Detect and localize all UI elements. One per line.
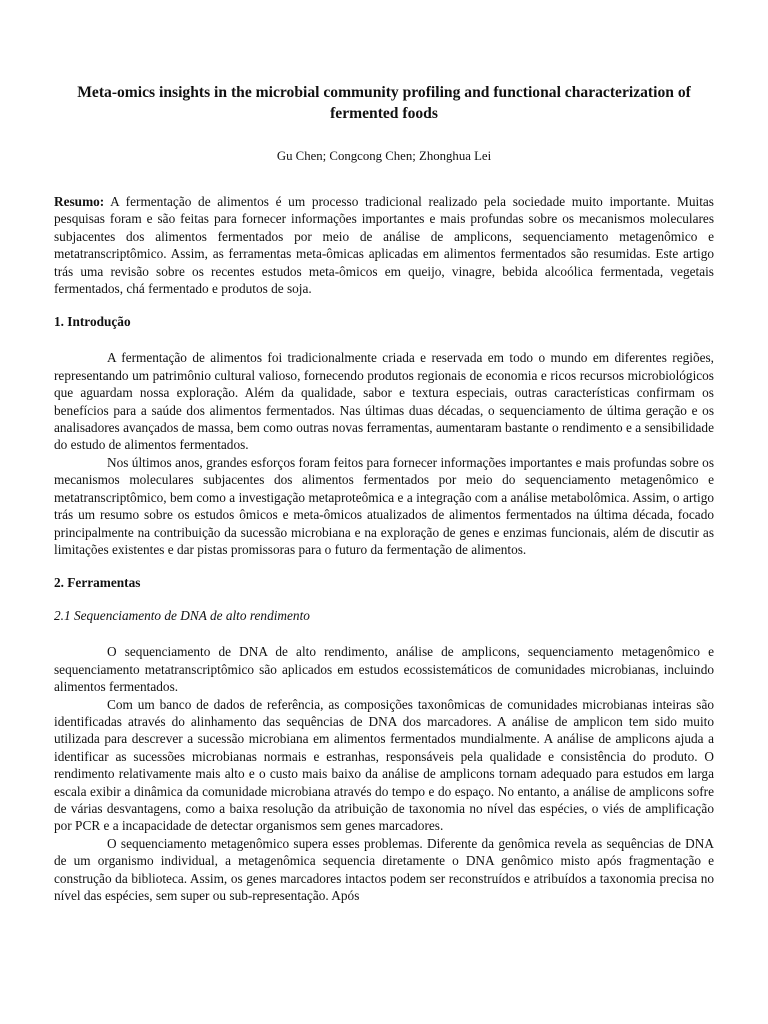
section-heading-introduction: 1. Introdução (54, 314, 131, 330)
tools-paragraph: Com um banco de dados de referência, as composições taxonômicas de comunidades microbianas inteiras são identificadas através do alinhamento das sequências de DNA dos marcadores. A análise de amplicon tem sido muito utilizada para descrever a sucessão microbiana em alimentos fermentados mundialmente. A análise de amplicons ajuda a identificar as sucessões microbianas normais e estranhas, responsáveis pela qualidade e consistência do produto. O rendimento relativamente mais alto e o custo mais baixo da análise de amplicons tornam adequado para estudos em larga escala exibir a dinâmica da comunidade microbiana através do tempo e do espaço. No entanto, a análise de amplicons sofre de várias desvantagens, como a baixa resolução da atribuição de taxonomia no nível das espécies, o viés de amplificação por PCR e a incapacidade de detectar organismos sem genes marcadores. (54, 696, 714, 834)
abstract-label: Resumo: (54, 194, 105, 209)
author-list: Gu Chen; Congcong Chen; Zhonghua Lei (276, 149, 492, 163)
document-page (54, 82, 714, 904)
abstract-paragraph (54, 193, 714, 297)
intro-paragraph: A fermentação de alimentos foi tradicionalmente criada e reservada em todo o mundo em diferentes regiões, representando um patrimônio cultural valioso, fornecendo produtos regionais de economia e ricos recursos microbiológicos que aguardam nossa exploração. Além da qualidade, sabor e textura especiais, outras características confirmam os benefícios para a saúde dos alimentos fermentados. Nas últimas duas décadas, o sequenciamento de última geração e os analisadores avançados de massa, bem como outras novas ferramentas, aumentaram bastante o rendimento e a sensibilidade do estudo de alimentos fermentados. (54, 350, 714, 453)
abstract-text: A fermentação de alimentos é um processo tradicional realizado pela sociedade muito importante. Muitas pesquisas foram e são feitas para fornecer informações importantes e mais profundas sobre os mecanismos moleculares subjacentes dos alimentos fermentados por meio de análise de amplicons, sequenciamento metagenômico e metatranscriptômico. Assim, as ferramentas meta-ômicas aplicadas em alimentos fermentados são resumidas. Este artigo trás uma revisão sobre os recentes estudos meta-ômicos em queijo, vinagre, bebida alcoólica fermentada, vegetais fermentados, chá fermentado e produtos de soja. (54, 194, 714, 297)
intro-paragraph: Nos últimos anos, grandes esforços foram feitos para fornecer informações importantes e mais profundas sobre os mecanismos moleculares subjacentes dos alimentos fermentados por meio do sequenciamento metagenômico e metatranscriptômico, bem como a investigação metaproteômica e a integração com a análise metabolômica. Assim, o artigo trás um resumo sobre os estudos ômicos e meta-ômicos atualizados de alimentos fermentados na última década, focado principalmente na contribuição da sucessão microbiana e na exploração de genes e enzimas funcionais, além de discutir as limitações existentes e dar pistas promissoras para o futuro da fermentação de alimentos. (54, 454, 714, 557)
tools-paragraph: O sequenciamento de DNA de alto rendimento, análise de amplicons, sequenciamento metagenômico e sequenciamento metatranscriptômico são aplicados em estudos ecossistemáticos de comunidades microbianas, incluindo alimentos fermentados. (54, 644, 714, 695)
paper-title: Meta-omics insights in the microbial community profiling and functional characterization of fermented foods (77, 84, 691, 122)
tools-paragraph: O sequenciamento metagenômico supera esses problemas. Diferente da genômica revela as sequências de DNA de um organismo individual, a metagenômica sequencia diretamente o DNA genômico misto após fragmentação e construção da biblioteca. Assim, os genes marcadores intactos podem ser reconstruídos e atribuídos a taxonomia precisa no nível das espécies, sem super ou sub-representação. Após (54, 835, 714, 903)
subsection-heading-dna-sequencing: 2.1 Sequenciamento de DNA de alto rendimento (54, 608, 310, 624)
section-heading-tools: 2. Ferramentas (54, 575, 141, 591)
